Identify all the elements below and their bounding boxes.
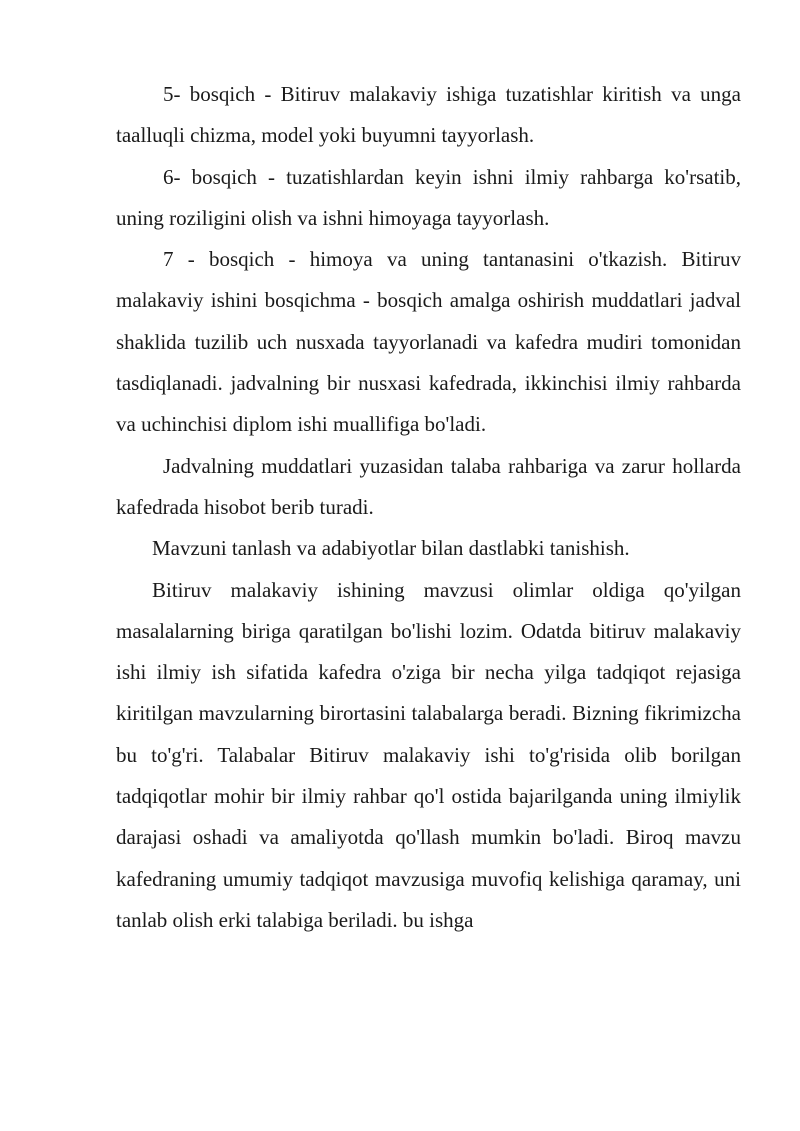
paragraph-stage-7: 7 - bosqich - himoya va uning tantanasini o'tkazish. Bitiruv malakaviy ishini bosqichma - bosqich amalga oshirish muddatlari jadval shaklida tuzilib uch nusxada tayyorlanadi va kafedra mudiri tomonidan tasdiqlanadi. jadvalning bir nusxasi kafedrada, ikkinchisi ilmiy rahbarda va uchinchisi diplom ishi muallifiga bo'ladi. xyxy=(116,247,741,437)
body-text xyxy=(116,74,741,941)
paragraph-stage-6: 6- bosqich - tuzatishlardan keyin ishni ilmiy rahbarga ko'rsatib, uning roziligini olish va ishni himoyaga tayyorlash. xyxy=(116,164,741,230)
paragraph-topic-selection: Bitiruv malakaviy ishining mavzusi olimlar oldiga qo'yilgan masalalarning biriga qaratilgan bo'lishi lozim. Odatda bitiruv malakaviy ishi ilmiy ish sifatida kafedra o'ziga bir necha yilga tadqiqot rejasiga kiritilgan mavzularning birortasini talabalarga beradi. Bizning fikrimizcha bu to'g'ri. Talabalar Bitiruv malakaviy ishi to'g'risida olib borilgan tadqiqotlar mohir bir ilmiy rahbar qo'l ostida bajarilganda uning ilmiylik darajasi oshadi va amaliyotda qo'llash mumkin bo'ladi. Biroq mavzu kafedraning umumiy tadqiqot mavzusiga muvofiq kelishiga qaramay, uni tanlab olish erki talabiga beriladi. bu ishga xyxy=(116,577,741,932)
paragraph-stage-5: 5- bosqich - Bitiruv malakaviy ishiga tuzatishlar kiritish va unga taalluqli chizma, model yoki buyumni tayyorlash. xyxy=(116,82,741,148)
section-heading-topic-selection: Mavzuni tanlash va adabiyotlar bilan dastlabki tanishish. xyxy=(152,536,630,561)
paragraph-schedule-report: Jadvalning muddatlari yuzasidan talaba rahbariga va zarur hollarda kafedrada hisobot berib turadi. xyxy=(116,453,741,519)
